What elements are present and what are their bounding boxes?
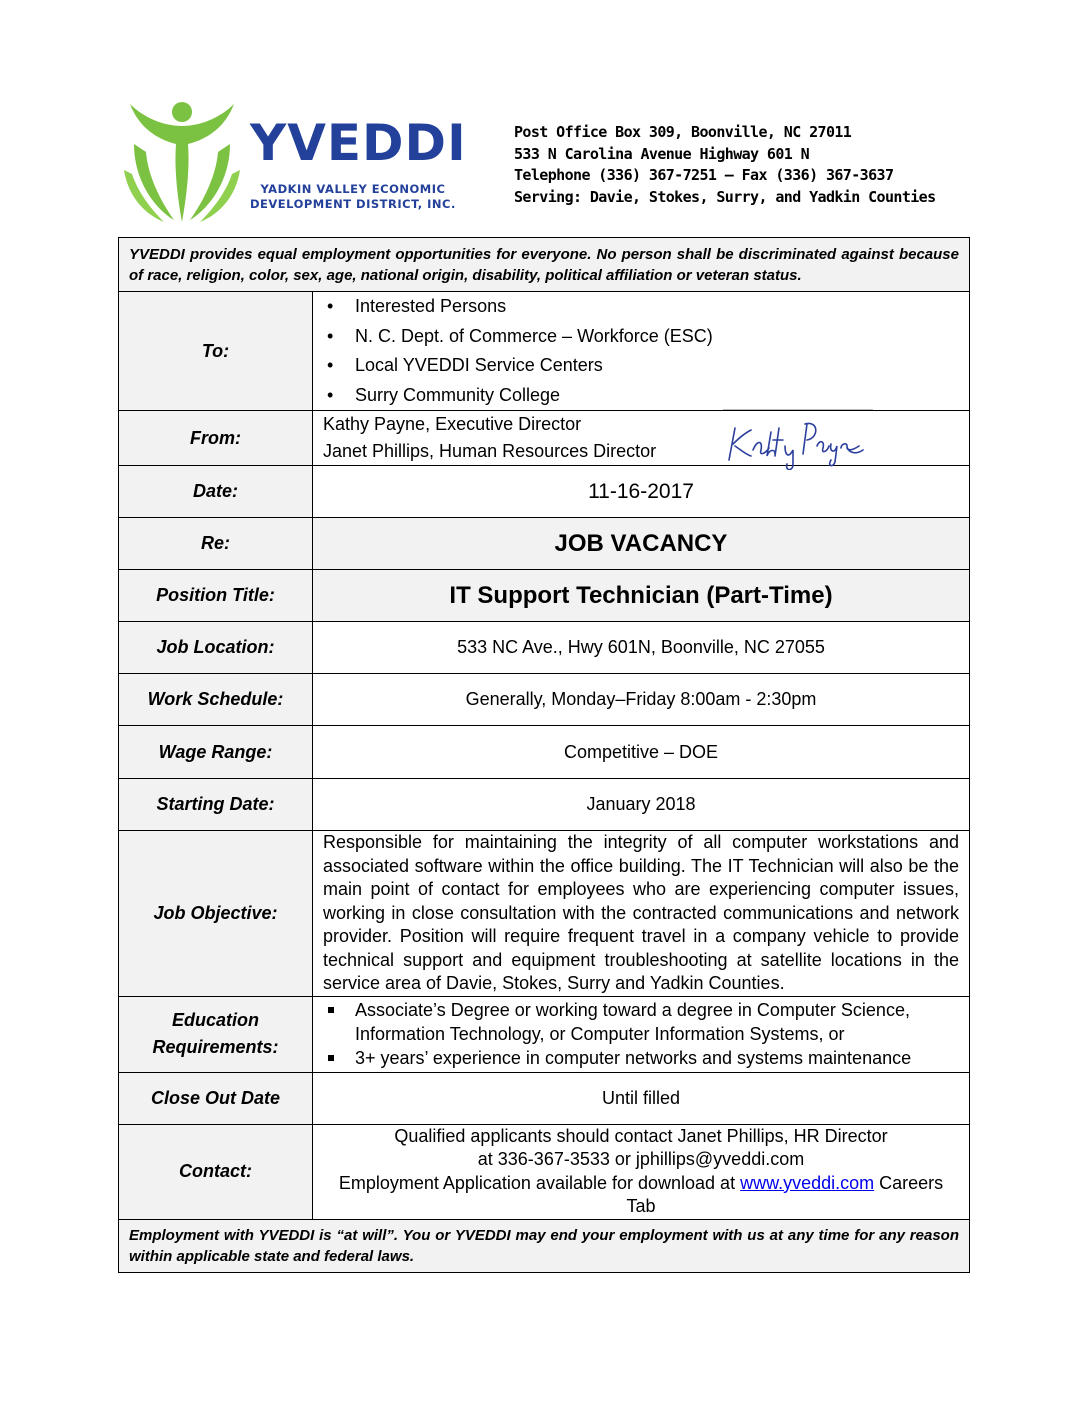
start-value: January 2018 <box>313 779 970 831</box>
contact-line3-prefix: Employment Application available for download at <box>338 1172 741 1193</box>
address-line: 533 N Carolina Avenue Highway 601 N <box>514 144 810 163</box>
at-will-notice: Employment with YVEDDI is “at will”. You or YVEDDI may end your employment with us at any time for any reason within applicable state and federal laws. <box>119 1219 970 1272</box>
start-row <box>119 779 970 831</box>
website-link[interactable]: www.yveddi.com <box>740 1172 875 1193</box>
wage-value: Competitive – DOE <box>313 726 970 779</box>
list-item: • Interested Persons <box>323 292 959 322</box>
logo-name: YVEDDI <box>250 114 467 172</box>
location-row <box>119 622 970 674</box>
list-item: • N. C. Dept. of Commerce – Workforce (ESC) <box>323 322 959 352</box>
objective-value: Responsible for maintaining the integrity of all computer workstations and associated software within the office building. The IT Technician will also be the main point of contact for employees who are experiencing computer issues, working in close consultation with the contracted communications and network provider. Position will require frequent travel in a company vehicle to provide technical support and equipment troubleshooting at satellite locations in the service area of Davie, Stokes, Surry and Yadkin Counties. <box>313 831 970 997</box>
re-label: Re: <box>119 518 313 570</box>
list-item: 3+ years’ experience in computer networks and systems maintenance <box>323 1046 959 1070</box>
location-value: 533 NC Ave., Hwy 601N, Boonville, NC 27055 <box>313 622 970 674</box>
closeout-row <box>119 1072 970 1124</box>
contact-label: Contact: <box>119 1124 313 1219</box>
logo-subtitle <box>250 182 456 212</box>
to-value <box>313 292 970 411</box>
date-value: 11-16-2017 <box>313 466 970 518</box>
contact-row <box>119 1124 970 1219</box>
position-value: IT Support Technician (Part-Time) <box>313 570 970 622</box>
leaf-figure-icon <box>124 100 250 226</box>
schedule-label: Work Schedule: <box>119 674 313 726</box>
objective-row <box>119 831 970 997</box>
date-row <box>119 466 970 518</box>
location-label: Job Location: <box>119 622 313 674</box>
re-value: JOB VACANCY <box>313 518 970 570</box>
at-will-notice-row <box>119 1219 970 1272</box>
position-label: Position Title: <box>119 570 313 622</box>
eeo-notice-row <box>119 238 970 292</box>
address-block <box>514 122 936 208</box>
schedule-value: Generally, Monday–Friday 8:00am - 2:30pm <box>313 674 970 726</box>
list-item: • Surry Community College <box>323 381 959 411</box>
wage-row <box>119 726 970 779</box>
from-line1: Kathy Payne, Executive Director <box>323 414 582 434</box>
start-label: Starting Date: <box>119 779 313 831</box>
education-label <box>119 996 313 1072</box>
requirement-list <box>323 998 959 1070</box>
objective-label: Job Objective: <box>119 831 313 997</box>
education-row <box>119 996 970 1072</box>
yveddi-logo <box>124 100 467 226</box>
from-label: From: <box>119 411 313 466</box>
logo-subtitle-line1: YADKIN VALLEY ECONOMIC <box>260 182 446 196</box>
from-row <box>119 411 970 466</box>
to-label: To: <box>119 292 313 411</box>
list-item: • Local YVEDDI Service Centers <box>323 351 959 381</box>
re-row <box>119 518 970 570</box>
address-line: Telephone (336) 367-7251 – Fax (336) 367-3637 <box>514 166 894 184</box>
contact-line2: at 336-367-3533 or jphillips@yveddi.com <box>477 1149 805 1169</box>
closeout-label: Close Out Date <box>119 1072 313 1124</box>
logo-subtitle-line2: DEVELOPMENT DISTRICT, INC. <box>250 197 456 211</box>
education-label-line2: Requirements: <box>152 1037 279 1057</box>
list-item: Associate’s Degree or working toward a degree in Computer Science, Information Technology, or Computer Information Systems, or <box>323 998 959 1046</box>
wage-label: Wage Range: <box>119 726 313 779</box>
schedule-row <box>119 674 970 726</box>
contact-line3-suffix: Careers Tab <box>626 1172 944 1216</box>
position-row <box>119 570 970 622</box>
contact-line3 <box>323 1172 959 1219</box>
contact-line1: Qualified applicants should contact Janet Phillips, HR Director <box>394 1125 888 1146</box>
job-vacancy-table <box>118 237 970 1273</box>
education-label-line1: Education <box>171 1010 259 1030</box>
address-line: Post Office Box 309, Boonville, NC 27011 <box>514 123 852 141</box>
signature-image <box>723 409 873 470</box>
address-line: Serving: Davie, Stokes, Surry, and Yadkin Counties <box>514 187 936 206</box>
recipient-list <box>323 292 959 410</box>
from-line2: Janet Phillips, Human Resources Director <box>323 441 657 461</box>
date-label: Date: <box>119 466 313 518</box>
from-value <box>313 411 970 466</box>
to-row <box>119 292 970 411</box>
closeout-value: Until filled <box>313 1072 970 1124</box>
contact-value <box>313 1124 970 1219</box>
eeo-notice: YVEDDI provides equal employment opportunities for everyone. No person shall be discriminated against because of race, religion, color, sex, age, national origin, disability, political affiliation or veteran status. <box>119 238 970 292</box>
education-value <box>313 996 970 1072</box>
